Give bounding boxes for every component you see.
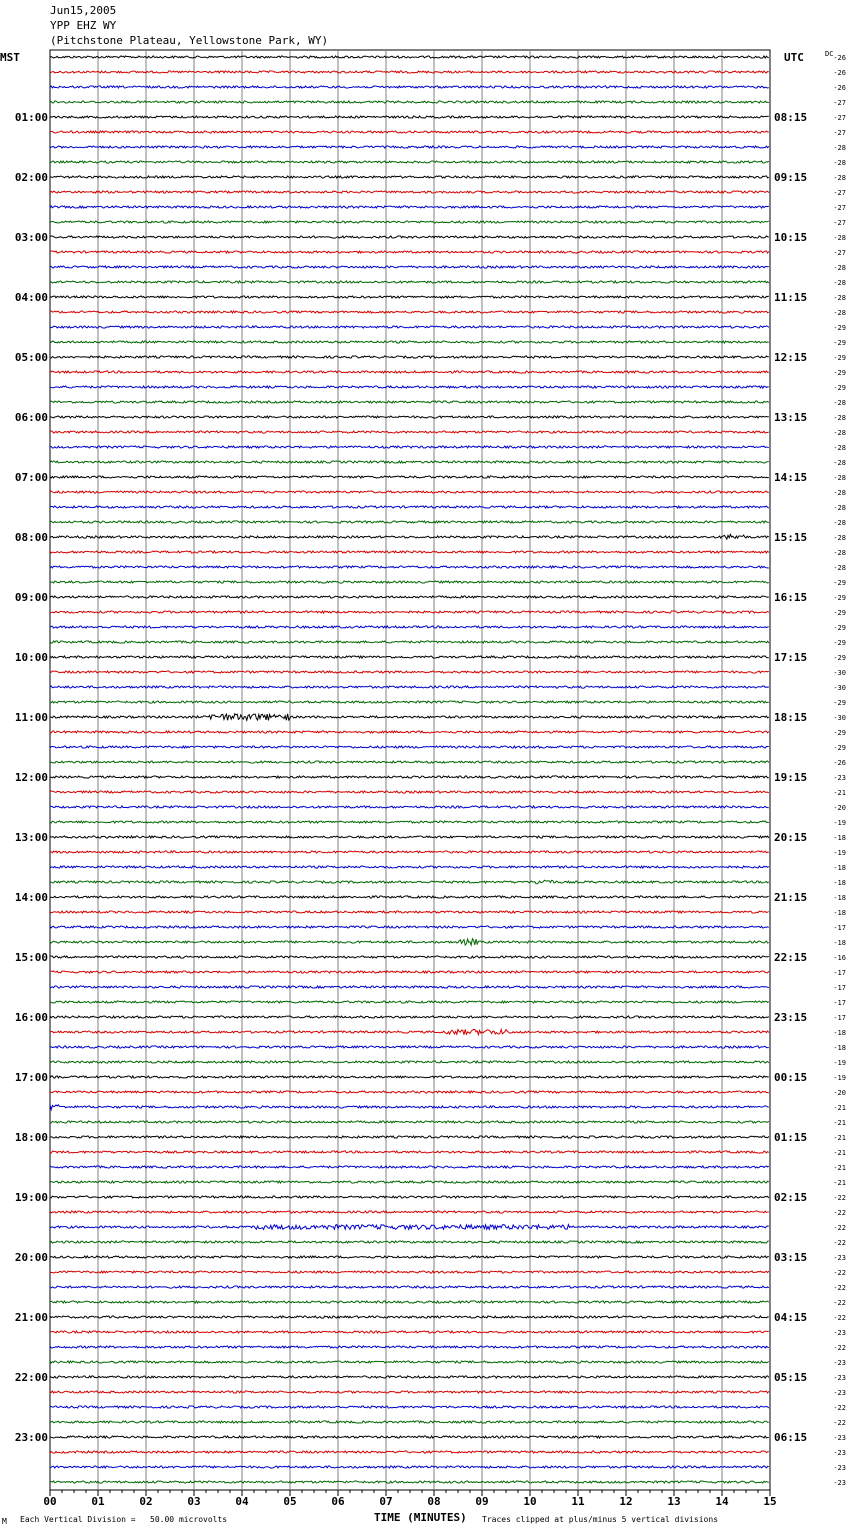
grid-lines	[50, 50, 770, 1490]
mst-hour-label: 09:00	[14, 591, 48, 604]
dc-offset-label: -18	[833, 909, 846, 917]
utc-hour-label: 13:15	[774, 411, 808, 424]
seismic-trace	[50, 251, 769, 253]
seismic-trace	[50, 701, 769, 703]
seismic-trace	[50, 641, 769, 643]
dc-offset-label: -18	[833, 864, 846, 872]
seismic-trace	[50, 1346, 769, 1348]
utc-hour-label: 17:15	[774, 651, 808, 664]
seismic-trace	[50, 1061, 769, 1063]
mst-hour-label: 06:00	[14, 411, 48, 424]
seismic-trace	[50, 1029, 769, 1034]
seismic-trace	[50, 131, 769, 133]
mst-hour-label: 14:00	[14, 891, 48, 904]
dc-offset-label: -28	[833, 174, 846, 182]
seismic-trace	[50, 656, 769, 658]
seismic-trace	[50, 806, 769, 808]
dc-offset-label: -21	[833, 789, 846, 797]
seismic-trace	[50, 281, 769, 283]
dc-offset-label: -20	[833, 1089, 846, 1097]
seismic-trace	[50, 356, 769, 358]
seismic-trace	[50, 1361, 769, 1363]
mst-hour-label: 05:00	[14, 351, 48, 364]
dc-offset-label: -22	[833, 1194, 846, 1202]
x-tick-label: 09	[475, 1495, 489, 1508]
seismic-trace	[50, 146, 769, 148]
seismic-trace	[50, 101, 769, 103]
dc-offset-label: -28	[833, 459, 846, 467]
dc-offset-label: -22	[833, 1344, 846, 1352]
mst-hour-label: 10:00	[14, 651, 48, 664]
dc-offset-label: -19	[833, 1074, 846, 1082]
seismic-trace	[50, 596, 769, 598]
x-tick-label: 03	[187, 1495, 201, 1508]
dc-offset-label: -21	[833, 1149, 846, 1157]
dc-offset-label: -27	[833, 204, 846, 212]
dc-offset-label: -23	[833, 774, 846, 782]
seismic-trace	[50, 714, 769, 721]
dc-offset-label: -26	[833, 54, 846, 62]
seismic-trace	[50, 731, 769, 733]
x-tick-label: 12	[619, 1495, 633, 1508]
seismic-trace	[50, 461, 769, 463]
dc-offset-label: -29	[833, 369, 846, 377]
mst-hour-label: 23:00	[14, 1431, 48, 1444]
seismic-trace	[50, 161, 769, 163]
utc-hour-label: 20:15	[774, 831, 808, 844]
seismic-trace	[50, 1211, 769, 1213]
seismic-trace	[50, 1421, 769, 1423]
seismic-trace	[50, 1016, 769, 1018]
x-tick-label: 02	[139, 1495, 153, 1508]
utc-zone-label: UTC	[784, 51, 804, 64]
dc-offset-label: -29	[833, 579, 846, 587]
seismic-trace	[50, 206, 769, 208]
mst-zone-label: MST	[0, 51, 20, 64]
seismic-trace	[50, 791, 769, 793]
seismic-trace	[50, 866, 769, 868]
dc-offset-label: -27	[833, 219, 846, 227]
dc-offset-label: -28	[833, 309, 846, 317]
seismic-trace	[50, 56, 769, 58]
seismic-trace	[50, 371, 769, 373]
seismic-trace	[50, 1481, 769, 1483]
dc-offset-label: -29	[833, 639, 846, 647]
seismic-trace	[50, 326, 769, 328]
mst-hour-label: 03:00	[14, 231, 48, 244]
seismic-trace	[50, 116, 769, 118]
dc-offset-label: -28	[833, 549, 846, 557]
x-tick-label: 00	[43, 1495, 57, 1508]
utc-hour-label: 14:15	[774, 471, 808, 484]
seismic-trace	[50, 1391, 769, 1393]
seismic-trace	[50, 896, 769, 898]
dc-offset-label: -29	[833, 339, 846, 347]
mst-hour-label: 08:00	[14, 531, 48, 544]
utc-hour-label: 02:15	[774, 1191, 808, 1204]
mst-hour-label: 02:00	[14, 171, 48, 184]
corner-mark: M	[2, 1517, 7, 1526]
seismic-trace	[50, 266, 769, 268]
utc-hour-label: 16:15	[774, 591, 808, 604]
dc-offset-label: -21	[833, 1119, 846, 1127]
seismic-trace	[50, 1181, 769, 1183]
dc-offset-label: -22	[833, 1419, 846, 1427]
utc-hour-label: 22:15	[774, 951, 808, 964]
utc-hour-label: 01:15	[774, 1131, 808, 1144]
dc-offset-label: -19	[833, 819, 846, 827]
seismic-trace	[50, 686, 769, 688]
seismic-trace	[50, 776, 769, 778]
seismic-trace	[50, 401, 769, 403]
dc-offset-label: -28	[833, 534, 846, 542]
dc-offset-label: -27	[833, 249, 846, 257]
seismic-trace	[50, 521, 769, 523]
seismic-trace	[50, 581, 769, 583]
dc-offset-label: -22	[833, 1224, 846, 1232]
dc-offset-label: -17	[833, 969, 846, 977]
x-tick-label: 15	[763, 1495, 777, 1508]
dc-offset-label: -23	[833, 1434, 846, 1442]
dc-offset-label: -23	[833, 1254, 846, 1262]
mst-hour-label: 17:00	[14, 1071, 48, 1084]
dc-offset-label: -18	[833, 879, 846, 887]
dc-offset-label: -22	[833, 1404, 846, 1412]
dc-offset-label: -17	[833, 999, 846, 1007]
dc-offset-label: -16	[833, 954, 846, 962]
dc-offset-label: -30	[833, 714, 846, 722]
x-tick-label: 05	[283, 1495, 297, 1508]
dc-offset-label: -29	[833, 594, 846, 602]
dc-offset-label: -29	[833, 354, 846, 362]
utc-hour-label: 11:15	[774, 291, 808, 304]
x-tick-label: 01	[91, 1495, 105, 1508]
dc-offset-label: -22	[833, 1284, 846, 1292]
x-tick-label: 06	[331, 1495, 345, 1508]
seismic-trace	[50, 1225, 769, 1230]
seismic-trace	[50, 1376, 769, 1378]
station-code: YPP EHZ WY	[50, 19, 117, 32]
dc-offset-label: -18	[833, 1029, 846, 1037]
plot-frame	[50, 50, 770, 1490]
seismic-trace	[50, 1001, 769, 1003]
dc-offset-label: -21	[833, 1164, 846, 1172]
dc-offset-label: -22	[833, 1314, 846, 1322]
dc-offset-label: -28	[833, 444, 846, 452]
seismic-trace	[50, 1286, 769, 1288]
scale-note: Each Vertical Division = 50.00 microvolts	[20, 1515, 228, 1524]
seismic-trace	[50, 1151, 769, 1153]
dc-offset-label: -19	[833, 849, 846, 857]
seismic-trace	[50, 1046, 769, 1048]
seismic-trace	[50, 626, 769, 628]
plot-date: Jun15,2005	[50, 4, 117, 17]
dc-offset-label: -28	[833, 159, 846, 167]
seismic-trace	[50, 836, 769, 838]
seismic-trace	[50, 71, 769, 73]
seismic-trace	[50, 386, 769, 388]
mst-hour-label: 18:00	[14, 1131, 48, 1144]
dc-offset-label: -26	[833, 84, 846, 92]
seismic-trace	[50, 851, 769, 853]
dc-label: DC	[825, 50, 834, 58]
dc-offset-label: -23	[833, 1359, 846, 1367]
seismic-trace	[50, 416, 769, 418]
dc-offset-label: -29	[833, 744, 846, 752]
dc-offset-label: -17	[833, 1014, 846, 1022]
dc-offset-label: -29	[833, 699, 846, 707]
dc-offset-label: -28	[833, 399, 846, 407]
seismic-trace	[50, 1121, 769, 1123]
utc-hour-label: 23:15	[774, 1011, 808, 1024]
dc-offset-label: -29	[833, 624, 846, 632]
clip-note: Traces clipped at plus/minus 5 vertical divisions	[482, 1515, 719, 1524]
utc-hour-label: 09:15	[774, 171, 808, 184]
dc-offset-label: -17	[833, 984, 846, 992]
dc-offset-label: -28	[833, 279, 846, 287]
x-tick-label: 13	[667, 1495, 681, 1508]
seismic-trace	[50, 431, 769, 433]
seismic-trace	[50, 1466, 769, 1468]
seismic-trace	[50, 880, 769, 884]
seismic-trace	[50, 1105, 769, 1110]
utc-hour-label: 15:15	[774, 531, 808, 544]
dc-offset-label: -28	[833, 519, 846, 527]
seismic-trace	[50, 506, 769, 508]
seismic-trace	[50, 191, 769, 193]
dc-offset-label: -29	[833, 609, 846, 617]
seismic-trace	[50, 236, 769, 238]
dc-offset-label: -22	[833, 1269, 846, 1277]
dc-offset-label: -29	[833, 729, 846, 737]
seismic-trace	[50, 1451, 769, 1453]
dc-offset-label: -28	[833, 264, 846, 272]
x-tick-label: 11	[571, 1495, 585, 1508]
seismic-trace	[50, 476, 769, 478]
seismic-trace	[50, 1406, 769, 1408]
x-axis	[43, 1490, 776, 1508]
seismic-trace	[50, 671, 769, 673]
dc-offset-label: -18	[833, 894, 846, 902]
mst-hour-label: 11:00	[14, 711, 48, 724]
dc-offset-label: -28	[833, 414, 846, 422]
utc-hour-label: 05:15	[774, 1371, 808, 1384]
dc-offset-label: -23	[833, 1464, 846, 1472]
seismic-trace	[50, 311, 769, 313]
dc-offset-label: -27	[833, 189, 846, 197]
utc-hour-label: 00:15	[774, 1071, 808, 1084]
dc-offset-label: -28	[833, 489, 846, 497]
seismic-trace	[50, 1166, 769, 1168]
dc-offset-label: -23	[833, 1374, 846, 1382]
seismic-trace	[50, 611, 769, 613]
seismic-trace	[50, 1241, 769, 1243]
dc-offset-label: -21	[833, 1179, 846, 1187]
seismic-trace	[50, 1301, 769, 1303]
x-tick-label: 14	[715, 1495, 729, 1508]
dc-offset-label: -17	[833, 924, 846, 932]
mst-hour-label: 15:00	[14, 951, 48, 964]
dc-offset-label: -28	[833, 144, 846, 152]
seismic-trace	[50, 551, 769, 553]
dc-offset-label: -23	[833, 1479, 846, 1487]
mst-hour-label: 12:00	[14, 771, 48, 784]
seismic-trace	[50, 1256, 769, 1258]
utc-hour-label: 19:15	[774, 771, 808, 784]
utc-hour-label: 08:15	[774, 111, 808, 124]
mst-hour-label: 13:00	[14, 831, 48, 844]
dc-offset-label: -18	[833, 1044, 846, 1052]
seismic-trace	[50, 761, 769, 763]
dc-offset-label: -22	[833, 1299, 846, 1307]
dc-offset-label: -22	[833, 1209, 846, 1217]
seismic-trace	[50, 1136, 769, 1138]
dc-offset-label: -28	[833, 294, 846, 302]
seismic-trace	[50, 1076, 769, 1078]
seismic-trace	[50, 1331, 769, 1333]
seismic-trace	[50, 821, 769, 823]
seismic-trace	[50, 1091, 769, 1093]
seismic-trace	[50, 446, 769, 448]
dc-offset-label: -18	[833, 939, 846, 947]
trace-group	[50, 56, 769, 1483]
seismic-trace	[50, 971, 769, 973]
dc-offset-label: -20	[833, 804, 846, 812]
x-tick-label: 10	[523, 1495, 537, 1508]
dc-offset-label: -23	[833, 1389, 846, 1397]
seismic-trace	[50, 911, 769, 913]
seismic-trace	[50, 221, 769, 223]
x-tick-label: 08	[427, 1495, 441, 1508]
dc-offset-label: -29	[833, 324, 846, 332]
dc-offset-label: -21	[833, 1104, 846, 1112]
dc-offset-label: -23	[833, 1329, 846, 1337]
utc-hour-label: 04:15	[774, 1311, 808, 1324]
dc-offset-label: -29	[833, 384, 846, 392]
seismic-trace	[50, 491, 769, 493]
seismic-trace	[50, 1196, 769, 1198]
dc-offset-label: -29	[833, 654, 846, 662]
dc-offset-label: -19	[833, 1059, 846, 1067]
seismic-trace	[50, 296, 769, 298]
utc-hour-label: 10:15	[774, 231, 808, 244]
seismic-trace	[50, 1271, 769, 1273]
seismic-trace	[50, 926, 769, 928]
dc-offset-label: -28	[833, 504, 846, 512]
x-axis-title: TIME (MINUTES)	[374, 1511, 467, 1524]
dc-offset-label: -21	[833, 1134, 846, 1142]
station-location: (Pitchstone Plateau, Yellowstone Park, WY)	[50, 34, 329, 47]
x-tick-label: 04	[235, 1495, 249, 1508]
mst-hour-label: 19:00	[14, 1191, 48, 1204]
dc-offset-label: -18	[833, 834, 846, 842]
seismic-trace	[50, 1316, 769, 1318]
mst-hour-label: 01:00	[14, 111, 48, 124]
dc-offset-label: -30	[833, 669, 846, 677]
seismic-trace	[50, 1436, 769, 1438]
utc-hour-label: 21:15	[774, 891, 808, 904]
seismic-trace	[50, 986, 769, 988]
mst-hour-label: 07:00	[14, 471, 48, 484]
dc-offset-label: -28	[833, 429, 846, 437]
seismic-trace	[50, 566, 769, 568]
utc-hour-label: 12:15	[774, 351, 808, 364]
dc-offset-label: -28	[833, 564, 846, 572]
seismic-trace	[50, 956, 769, 958]
mst-hour-label: 04:00	[14, 291, 48, 304]
mst-hour-label: 21:00	[14, 1311, 48, 1324]
dc-offset-label: -28	[833, 474, 846, 482]
seismic-trace	[50, 86, 769, 88]
mst-hour-label: 16:00	[14, 1011, 48, 1024]
mst-hour-label: 22:00	[14, 1371, 48, 1384]
dc-offset-label: -27	[833, 114, 846, 122]
dc-offset-label: -22	[833, 1239, 846, 1247]
seismic-trace	[50, 939, 769, 945]
seismic-trace	[50, 176, 769, 178]
utc-hour-label: 06:15	[774, 1431, 808, 1444]
seismic-trace	[50, 534, 769, 539]
dc-offset-label: -27	[833, 99, 846, 107]
x-tick-label: 07	[379, 1495, 393, 1508]
dc-offset-label: -26	[833, 759, 846, 767]
seismic-trace	[50, 746, 769, 748]
dc-offset-label: -28	[833, 234, 846, 242]
dc-offset-label: -23	[833, 1449, 846, 1457]
dc-offset-label: -26	[833, 69, 846, 77]
mst-hour-label: 20:00	[14, 1251, 48, 1264]
seismic-trace	[50, 341, 769, 343]
dc-offset-label: -27	[833, 129, 846, 137]
dc-offset-label: -30	[833, 684, 846, 692]
utc-hour-label: 18:15	[774, 711, 808, 724]
utc-hour-label: 03:15	[774, 1251, 808, 1264]
